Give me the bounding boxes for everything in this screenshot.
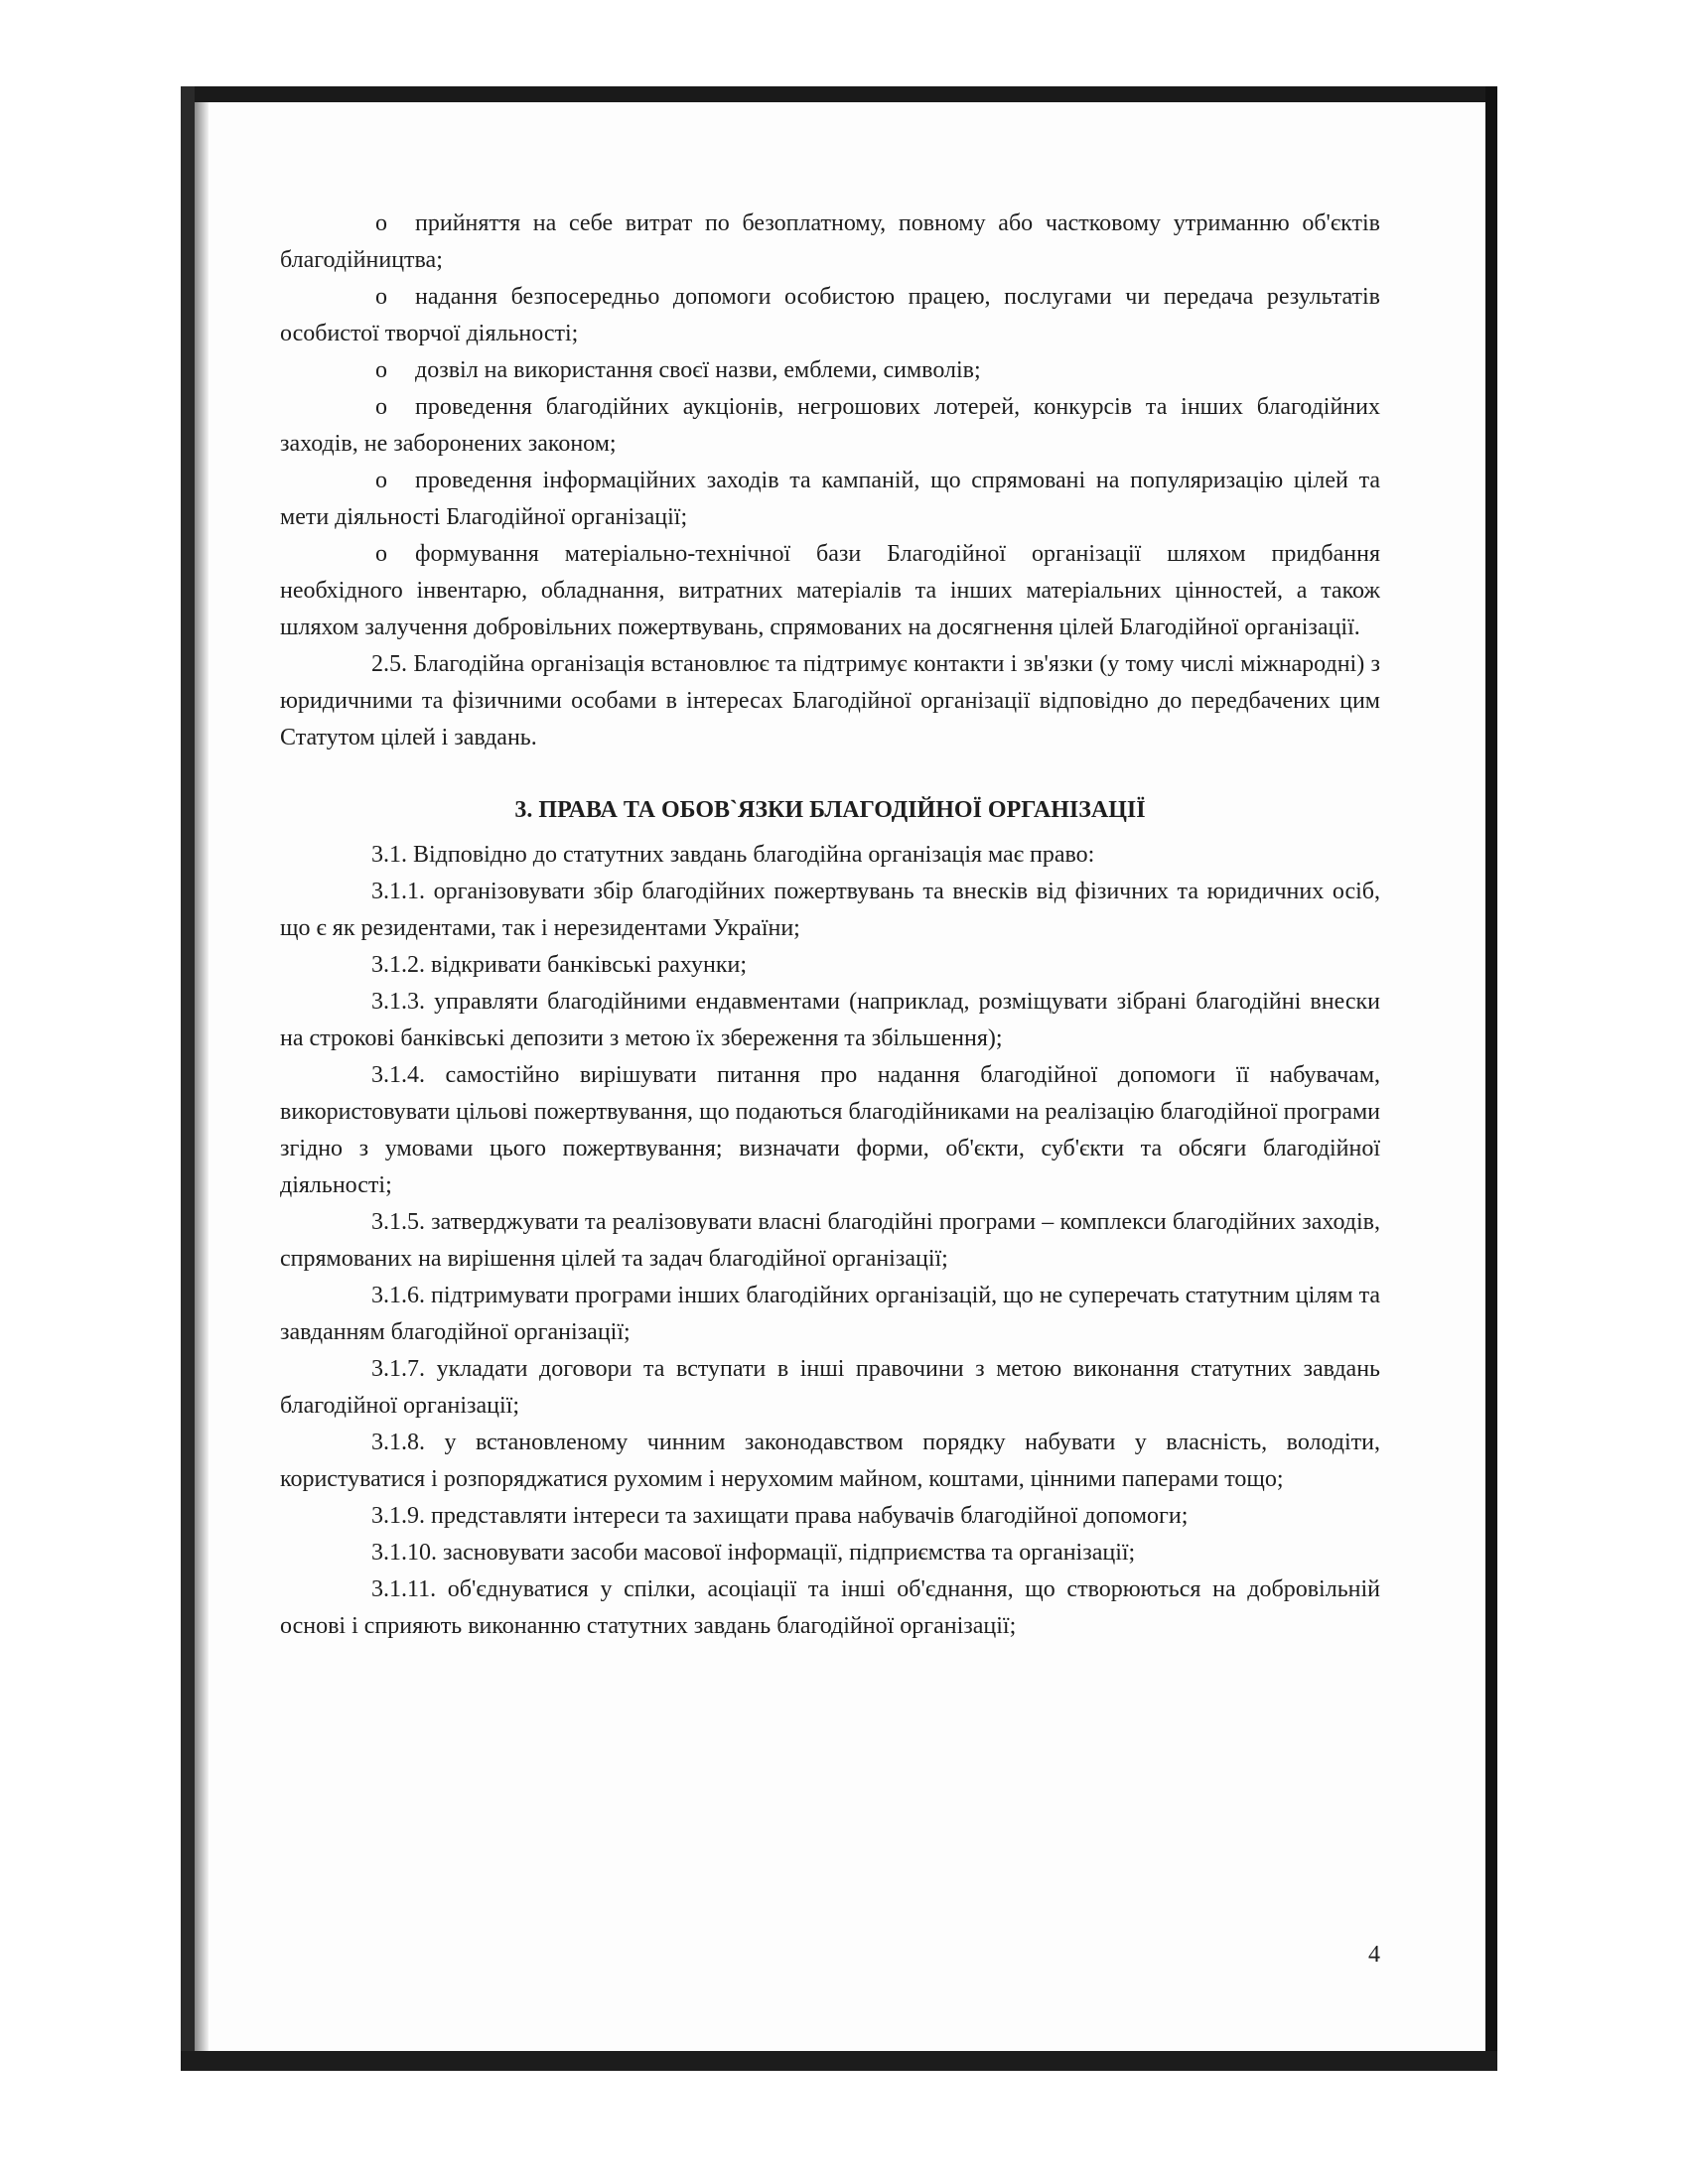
bullet-marker: o [375, 210, 387, 236]
clause-3-1-5: 3.1.5. затверджувати та реалізовувати власні благодійні програми – комплекси благодійних заходів, спрямованих на вирішення цілей та задач благодійної організації; [280, 1209, 1380, 1272]
bullet-marker: o [375, 468, 387, 493]
bullet-item [280, 463, 1380, 536]
clause-3-1-1: 3.1.1. організовувати збір благодійних пожертвувань та внесків від фізичних та юридичних осіб, що є як резидентами, так і нерезидентами України; [280, 879, 1380, 941]
clause-3-1-10: 3.1.10. засновувати засоби масової інформації, підприємства та організації; [371, 1540, 1136, 1566]
bullet-item [280, 389, 1380, 463]
document-body [280, 205, 1380, 1645]
bullet-text: формування матеріально-технічної бази Благодійної організації шляхом придбання необхідного інвентарю, обладнання, витратних матеріалів та інших матеріальних цінностей, а також шляхом залучення добровільних пожертвувань, спрямованих на досягнення цілей Благодійної організації. [280, 541, 1380, 640]
bullet-text: дозвіл на використання своєї назви, емблеми, символів; [415, 357, 981, 383]
bullet-item [280, 352, 1380, 389]
scan-border-left [181, 86, 195, 2070]
bullet-text: проведення благодійних аукціонів, негрошових лотерей, конкурсів та інших благодійних заходів, не заборонених законом; [280, 394, 1380, 457]
clause-2-5: 2.5. Благодійна організація встановлює та підтримує контакти і зв'язки (у тому числі міжнародні) з юридичними та фізичними особами в інтересах Благодійної організації відповідно до передбачених цим Статутом цілей і завдань. [280, 651, 1380, 751]
clause-3-1-2: 3.1.2. відкривати банківські рахунки; [371, 952, 747, 978]
bullet-item [280, 205, 1380, 279]
clause-3-1-11: 3.1.11. об'єднуватися у спілки, асоціації та інші об'єднання, що створюються на добровільній основі і сприяють виконанню статутних завдань благодійної організації; [280, 1576, 1380, 1639]
bullet-item [280, 536, 1380, 646]
clause-3-1-6: 3.1.6. підтримувати програми інших благодійних організацій, що не суперечать статутним цілям та завданням благодійної організації; [280, 1283, 1380, 1345]
scan-border-top [181, 86, 1497, 102]
clause-3-1-8: 3.1.8. у встановленому чинним законодавством порядку набувати у власність, володіти, користуватися і розпоряджатися рухомим і нерухомим майном, коштами, цінними паперами тощо; [280, 1430, 1380, 1492]
bullet-text: проведення інформаційних заходів та кампаній, що спрямовані на популяризацію цілей та мети діяльності Благодійної організації; [280, 468, 1380, 530]
clause-3-1-4: 3.1.4. самостійно вирішувати питання про надання благодійної допомоги її набувачам, використовувати цільові пожертвування, що подаються благодійниками на реалізацію благодійної програми згідно з умовами цього пожертвування; визначати форми, об'єкти, суб'єкти та обсяги благодійної діяльності; [280, 1062, 1380, 1198]
clause-3-1-7: 3.1.7. укладати договори та вступати в інші правочини з метою виконання статутних завдань благодійної організації; [280, 1356, 1380, 1419]
section-heading: 3. ПРАВА ТА ОБОВ`ЯЗКИ БЛАГОДІЙНОЇ ОРГАНІЗАЦІЇ [514, 797, 1146, 823]
scan-border-right [1485, 86, 1497, 2070]
bullet-marker: o [375, 541, 387, 567]
clause-3-1: 3.1. Відповідно до статутних завдань благодійна організація має право: [371, 842, 1095, 868]
clause-3-1-9: 3.1.9. представляти інтереси та захищати права набувачів благодійної допомоги; [371, 1503, 1189, 1529]
clause-3-1-3: 3.1.3. управляти благодійними ендавментами (наприклад, розміщувати зібрані благодійні внески на строкові банківські депозити з метою їх збереження та збільшення); [280, 989, 1380, 1051]
bullet-item [280, 279, 1380, 352]
bullet-marker: o [375, 394, 387, 420]
bullet-text: прийняття на себе витрат по безоплатному, повному або частковому утриманню об'єктів благодійництва; [280, 210, 1380, 273]
document-page [209, 102, 1485, 2051]
bullet-marker: o [375, 357, 387, 383]
scan-shadow-left [195, 102, 209, 2070]
bullet-marker: o [375, 284, 387, 310]
scan-border-bottom [181, 2051, 1497, 2071]
bullet-text: надання безпосередньо допомоги особистою працею, послугами чи передача результатів особистої творчої діяльності; [280, 284, 1380, 346]
page-number: 4 [1368, 1942, 1380, 1968]
